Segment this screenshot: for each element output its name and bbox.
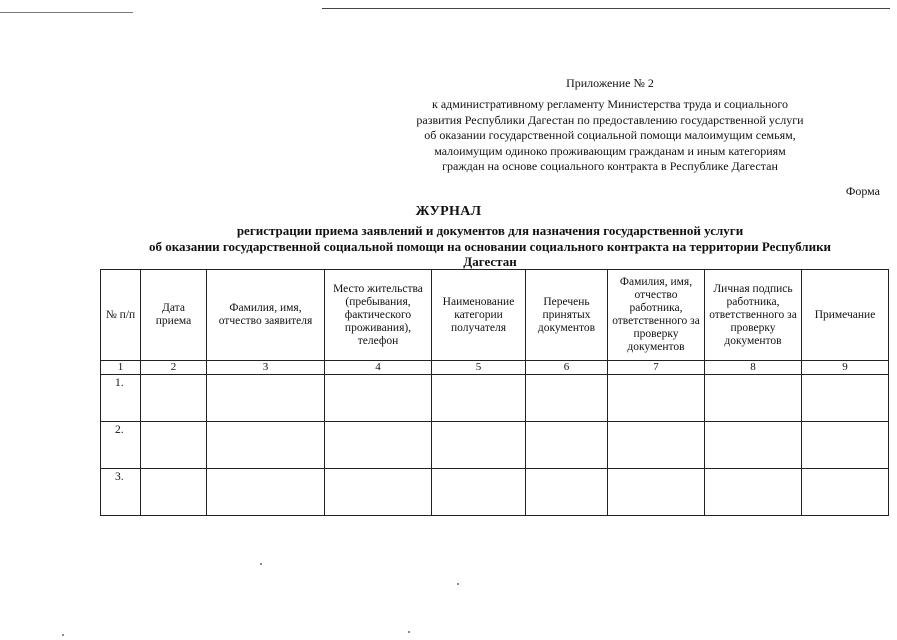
- column-number-row: [101, 361, 889, 375]
- header-cell-date: Дата приема: [141, 270, 207, 361]
- table-cell: [207, 422, 325, 469]
- table-row: [101, 469, 889, 516]
- table-cell: [802, 375, 889, 422]
- table-cell: [608, 375, 705, 422]
- journal-subtitle-line: Дагестан: [463, 254, 517, 269]
- header-cell-number: № п/п: [101, 270, 141, 361]
- journal-title: ЖУРНАЛ: [415, 204, 482, 219]
- table-cell: [526, 422, 608, 469]
- table-cell: [526, 375, 608, 422]
- table-cell: [802, 422, 889, 469]
- appendix-line: об оказании государственной социальной помощи малоимущим семьям,: [424, 128, 796, 142]
- column-number: 7: [608, 361, 705, 375]
- appendix-line: малоимущим одиноко проживающим гражданам и иным категориям: [434, 143, 786, 158]
- journal-subtitle-line: регистрации приема заявлений и документов для назначения государственной услуги: [236, 223, 744, 238]
- column-number: 5: [432, 361, 526, 375]
- scan-artifact-line: [0, 12, 133, 13]
- table-cell: [207, 375, 325, 422]
- table-cell: [432, 422, 526, 469]
- table-cell: [526, 469, 608, 516]
- appendix-line: к административному регламенту Министерства труда и социального: [431, 97, 789, 111]
- table-cell: [325, 422, 432, 469]
- form-label: Форма: [845, 184, 880, 198]
- table-row: [101, 422, 889, 469]
- scan-speck: [457, 583, 459, 585]
- table-cell: [705, 375, 802, 422]
- header-cell-documents-list: Перечень принятых документов: [526, 270, 608, 361]
- table-cell: [705, 422, 802, 469]
- journal-subtitle-line: об оказании государственной социальной помощи на основании социального контракта на территории Республики: [148, 238, 832, 254]
- column-number: 2: [141, 361, 207, 375]
- table-cell: [705, 469, 802, 516]
- scan-speck: [62, 634, 64, 636]
- header-cell-note: Примечание: [802, 270, 889, 361]
- table-cell: [141, 422, 207, 469]
- table-cell: [802, 469, 889, 516]
- table-cell: [325, 375, 432, 422]
- registration-journal-table: [100, 269, 889, 516]
- header-cell-residence: Место жительства (пребывания, фактического проживания), телефон: [325, 270, 432, 361]
- table-header-row: [101, 270, 889, 361]
- scan-speck: [260, 563, 262, 565]
- appendix-line: развития Республики Дагестан по предоставлению государственной услуги: [416, 112, 804, 127]
- header-cell-applicant-name: Фамилия, имя, отчество заявителя: [207, 270, 325, 361]
- row-index: 1.: [101, 375, 141, 422]
- appendix-body: [400, 97, 820, 175]
- table-cell: [141, 469, 207, 516]
- table-cell: [608, 422, 705, 469]
- journal-subtitle: [110, 223, 870, 270]
- column-number: 4: [325, 361, 432, 375]
- appendix-title: Приложение № 2: [566, 76, 654, 90]
- table-cell: [207, 469, 325, 516]
- row-index: 3.: [101, 469, 141, 516]
- header-cell-employee-signature: Личная подпись работника, ответственного за проверку документов: [705, 270, 802, 361]
- header-cell-recipient-category: Наименование категории получателя: [432, 270, 526, 361]
- table-cell: [141, 375, 207, 422]
- table-cell: [325, 469, 432, 516]
- appendix-line: граждан на основе социального контракта в Республике Дагестан: [442, 159, 778, 173]
- scan-artifact-line: [322, 8, 890, 9]
- scan-speck: [408, 631, 410, 633]
- column-number: 1: [101, 361, 141, 375]
- column-number: 6: [526, 361, 608, 375]
- table-row: [101, 375, 889, 422]
- table-cell: [432, 469, 526, 516]
- column-number: 8: [705, 361, 802, 375]
- table-cell: [432, 375, 526, 422]
- table-cell: [608, 469, 705, 516]
- header-cell-employee-name: Фамилия, имя, отчество работника, ответственного за проверку документов: [608, 270, 705, 361]
- column-number: 9: [802, 361, 889, 375]
- column-number: 3: [207, 361, 325, 375]
- row-index: 2.: [101, 422, 141, 469]
